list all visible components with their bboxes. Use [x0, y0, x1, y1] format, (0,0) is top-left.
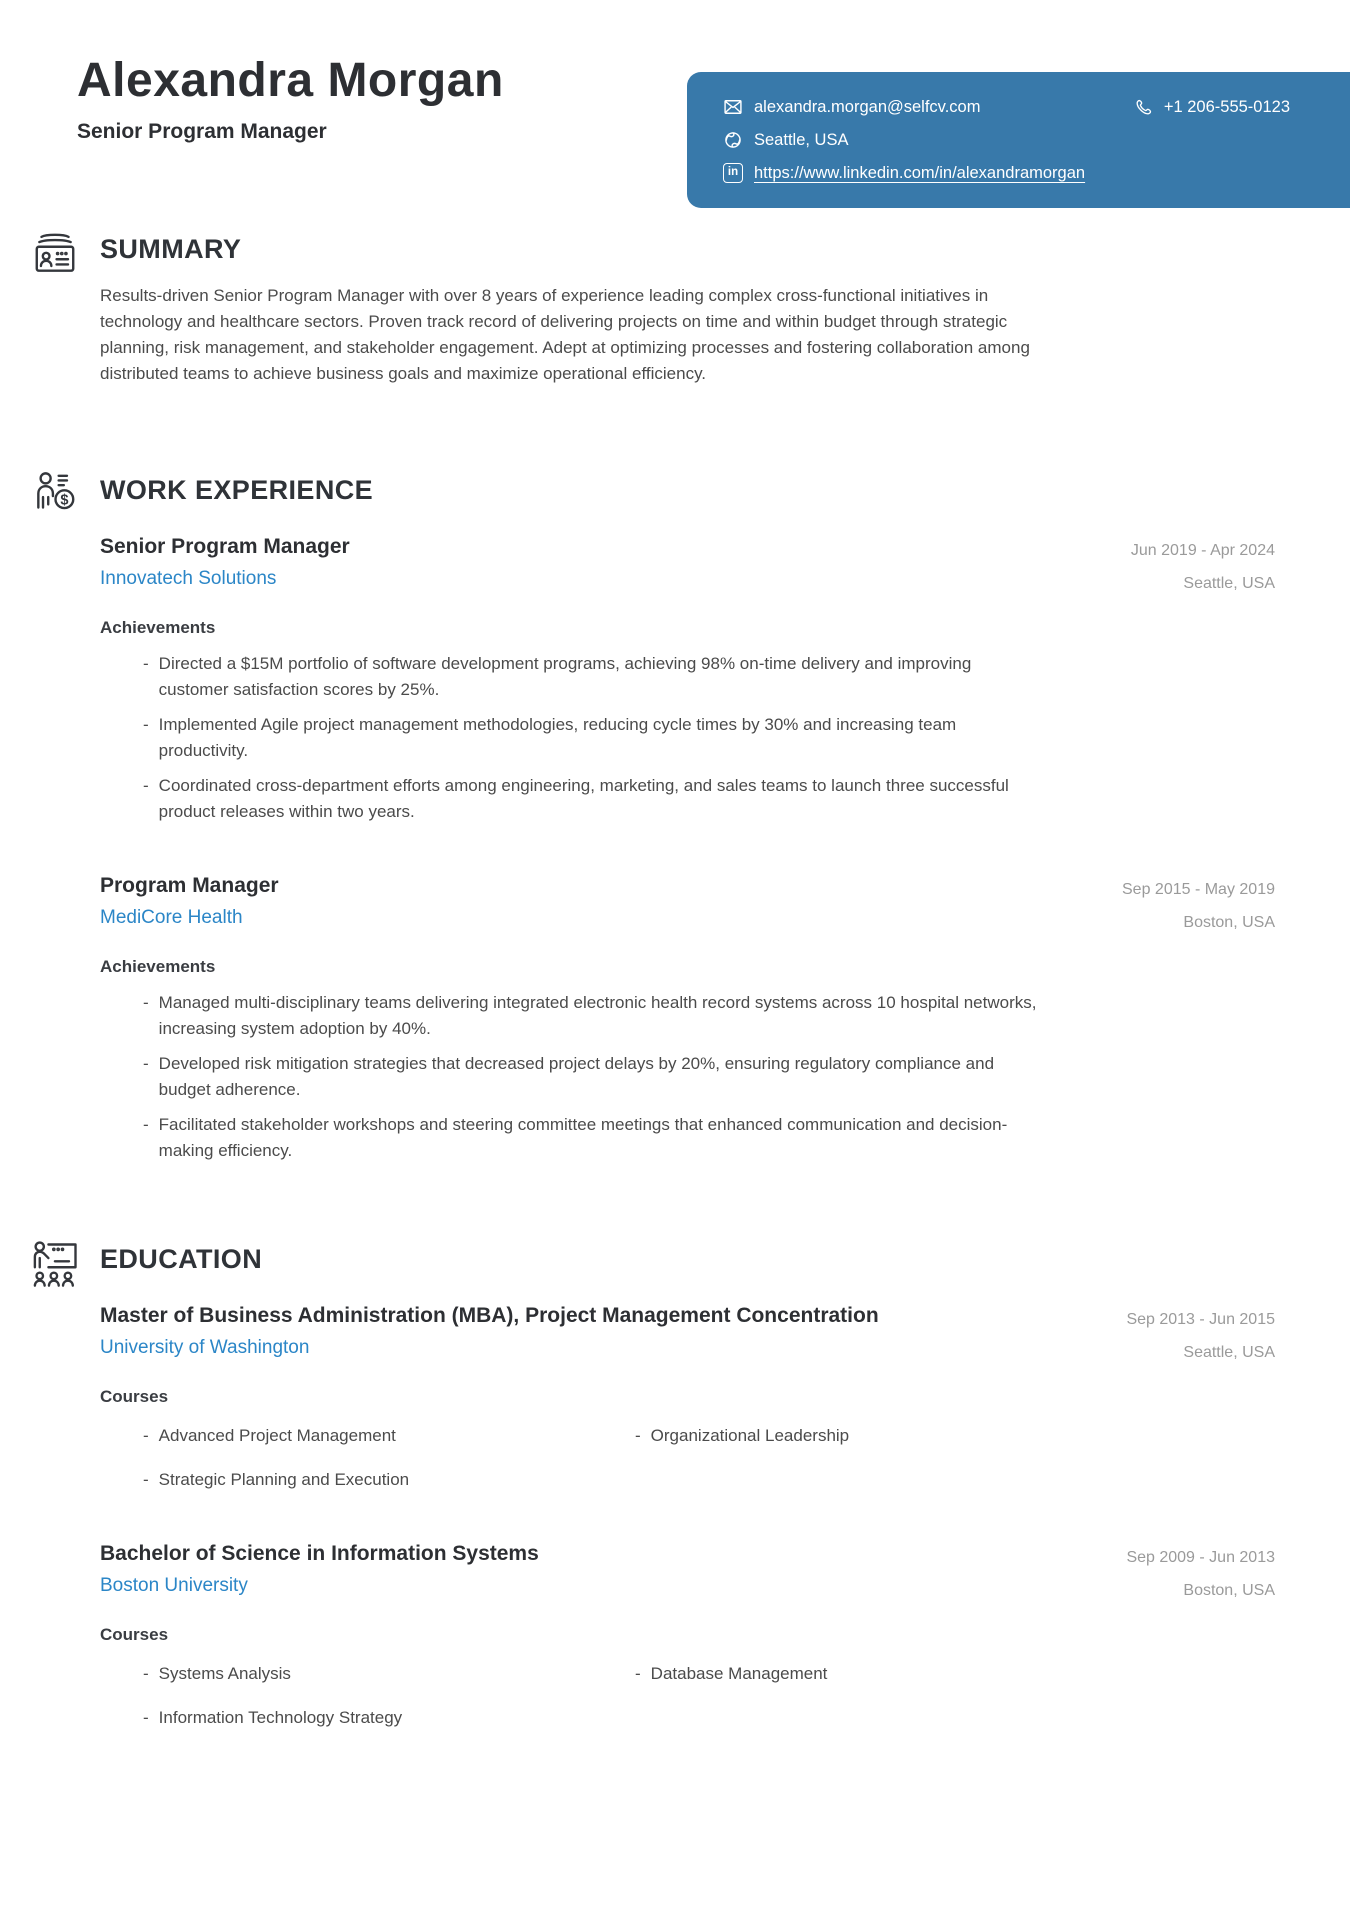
achievement-item: - Developed risk mitigation strategies that decreased project delays by 20%, ensuring regulatory compliance and budget adherence. — [100, 1051, 1275, 1103]
contact-email — [723, 97, 980, 117]
degree-dates: Sep 2013 - Jun 2015 — [1126, 1311, 1275, 1328]
degree-location: Boston, USA — [1183, 1582, 1275, 1599]
achievement-item: - Facilitated stakeholder workshops and steering committee meetings that enhanced communication and decision-making efficiency. — [100, 1112, 1275, 1164]
bullet-dash — [143, 1705, 149, 1731]
achievement-item: - Directed a $15M portfolio of software development programs, achieving 98% on-time delivery and improving customer satisfaction scores by 25%. — [100, 651, 1275, 703]
course-item: - Strategic Planning and Execution — [100, 1467, 592, 1493]
degree-title: Bachelor of Science in Information Systems — [100, 1542, 539, 1565]
bullet-dash — [143, 990, 149, 1042]
job-entry — [100, 534, 1275, 825]
summary-text: Results-driven Senior Program Manager with over 8 years of experience leading complex cross-functional initiatives in technology and healthcare sectors. Proven track record of delivering projects on time and within budget through strategic planning, risk management, and stakeholder engagement. Adept at optimizing processes and fostering collaboration among distributed teams to achieve business goals and maximize operational efficiency. — [100, 286, 1030, 383]
degree-title: Master of Business Administration (MBA), Project Management Concentration — [100, 1304, 879, 1327]
degree-title-block — [100, 1303, 879, 1359]
contact-location — [723, 130, 848, 150]
contact-row-location — [723, 130, 1290, 150]
work-experience-section — [0, 475, 1350, 1164]
bullet-dash — [143, 1467, 149, 1493]
job-location: Boston, USA — [1183, 914, 1275, 931]
envelope-icon — [723, 97, 743, 117]
bullet-dash — [143, 651, 149, 703]
bullet-dash — [635, 1423, 641, 1449]
degree-dates: Sep 2009 - Jun 2013 — [1126, 1549, 1275, 1566]
summary-heading: SUMMARY — [100, 234, 242, 264]
svg-text:$: $ — [60, 492, 69, 509]
bullet-dash — [143, 1112, 149, 1164]
achievements-label: Achievements — [100, 618, 216, 637]
degree-header — [100, 1303, 1275, 1369]
degree-location: Seattle, USA — [1183, 1344, 1275, 1361]
bullet-dash — [143, 1051, 149, 1103]
achievements-label: Achievements — [100, 957, 216, 976]
degree-school: Boston University — [100, 1575, 248, 1597]
job-title: Senior Program Manager — [100, 535, 350, 558]
education-heading: EDUCATION — [100, 1244, 263, 1274]
contact-row-linkedin — [723, 163, 1290, 183]
name-block — [77, 56, 504, 144]
job-company: MediCore Health — [100, 907, 243, 929]
education-section — [0, 1244, 1350, 1731]
handset-icon — [1134, 98, 1153, 117]
degree-entry — [100, 1303, 1275, 1493]
job-title-block — [100, 873, 279, 929]
person-with-dollar-icon — [30, 469, 80, 524]
header — [0, 0, 1350, 208]
course-item: - Information Technology Strategy — [100, 1705, 592, 1731]
contact-row-email-phone — [723, 97, 1290, 117]
person-name: Alexandra Morgan — [77, 54, 504, 107]
job-meta — [1122, 873, 1275, 939]
job-company: Innovatech Solutions — [100, 568, 277, 590]
bullet-dash — [143, 1661, 149, 1687]
contact-linkedin — [723, 163, 1085, 183]
degree-entry — [100, 1541, 1275, 1731]
job-meta — [1131, 534, 1275, 600]
job-location: Seattle, USA — [1183, 575, 1275, 592]
bullet-dash — [143, 773, 149, 825]
bullet-dash — [635, 1661, 641, 1687]
achievements-list — [100, 990, 1275, 1164]
degree-meta — [1126, 1541, 1275, 1607]
contact-card — [687, 72, 1350, 208]
contact-phone-text: +1 206-555-0123 — [1163, 97, 1290, 116]
bullet-dash — [143, 712, 149, 764]
linkedin-link[interactable]: https://www.linkedin.com/in/alexandramorgan — [754, 163, 1086, 182]
degree-title-block — [100, 1541, 539, 1597]
course-item: - Organizational Leadership — [592, 1423, 1275, 1449]
job-title-block — [100, 534, 350, 590]
degree-meta — [1126, 1303, 1275, 1369]
job-title: Program Manager — [100, 874, 279, 897]
courses-list — [100, 1661, 1275, 1731]
course-item: - Advanced Project Management — [100, 1423, 592, 1449]
contact-location-text: Seattle, USA — [754, 130, 849, 149]
bullet-dash — [143, 1423, 149, 1449]
course-item: - Systems Analysis — [100, 1661, 592, 1687]
courses-list — [100, 1423, 1275, 1493]
job-header — [100, 534, 1275, 600]
job-dates: Jun 2019 - Apr 2024 — [1130, 542, 1275, 559]
courses-label: Courses — [100, 1387, 169, 1406]
course-item: - Database Management — [592, 1661, 1275, 1687]
achievement-item: - Managed multi-disciplinary teams delivering integrated electronic health record systems across 10 hospital networks, increasing system adoption by 40%. — [100, 990, 1275, 1042]
presenter-board-icon — [30, 1238, 82, 1295]
job-dates: Sep 2015 - May 2019 — [1122, 881, 1275, 898]
globe-icon — [723, 130, 743, 150]
courses-label: Courses — [100, 1625, 169, 1644]
achievement-item: - Coordinated cross-department efforts among engineering, marketing, and sales teams to launch three successful product releases within two years. — [100, 773, 1275, 825]
achievement-item: - Implemented Agile project management methodologies, reducing cycle times by 30% and increasing team productivity. — [100, 712, 1275, 764]
achievements-list — [100, 651, 1275, 825]
job-entry — [100, 873, 1275, 1164]
summary-section — [0, 234, 1350, 387]
job-header — [100, 873, 1275, 939]
contact-phone — [1134, 98, 1290, 117]
degree-school: University of Washington — [100, 1337, 310, 1359]
linkedin-icon: in — [723, 163, 743, 183]
id-card-stack-icon — [30, 228, 80, 283]
person-headline: Senior Program Manager — [77, 120, 327, 144]
work-experience-heading: WORK EXPERIENCE — [100, 475, 374, 505]
degree-header — [100, 1541, 1275, 1607]
contact-email-text: alexandra.morgan@selfcv.com — [754, 97, 981, 116]
